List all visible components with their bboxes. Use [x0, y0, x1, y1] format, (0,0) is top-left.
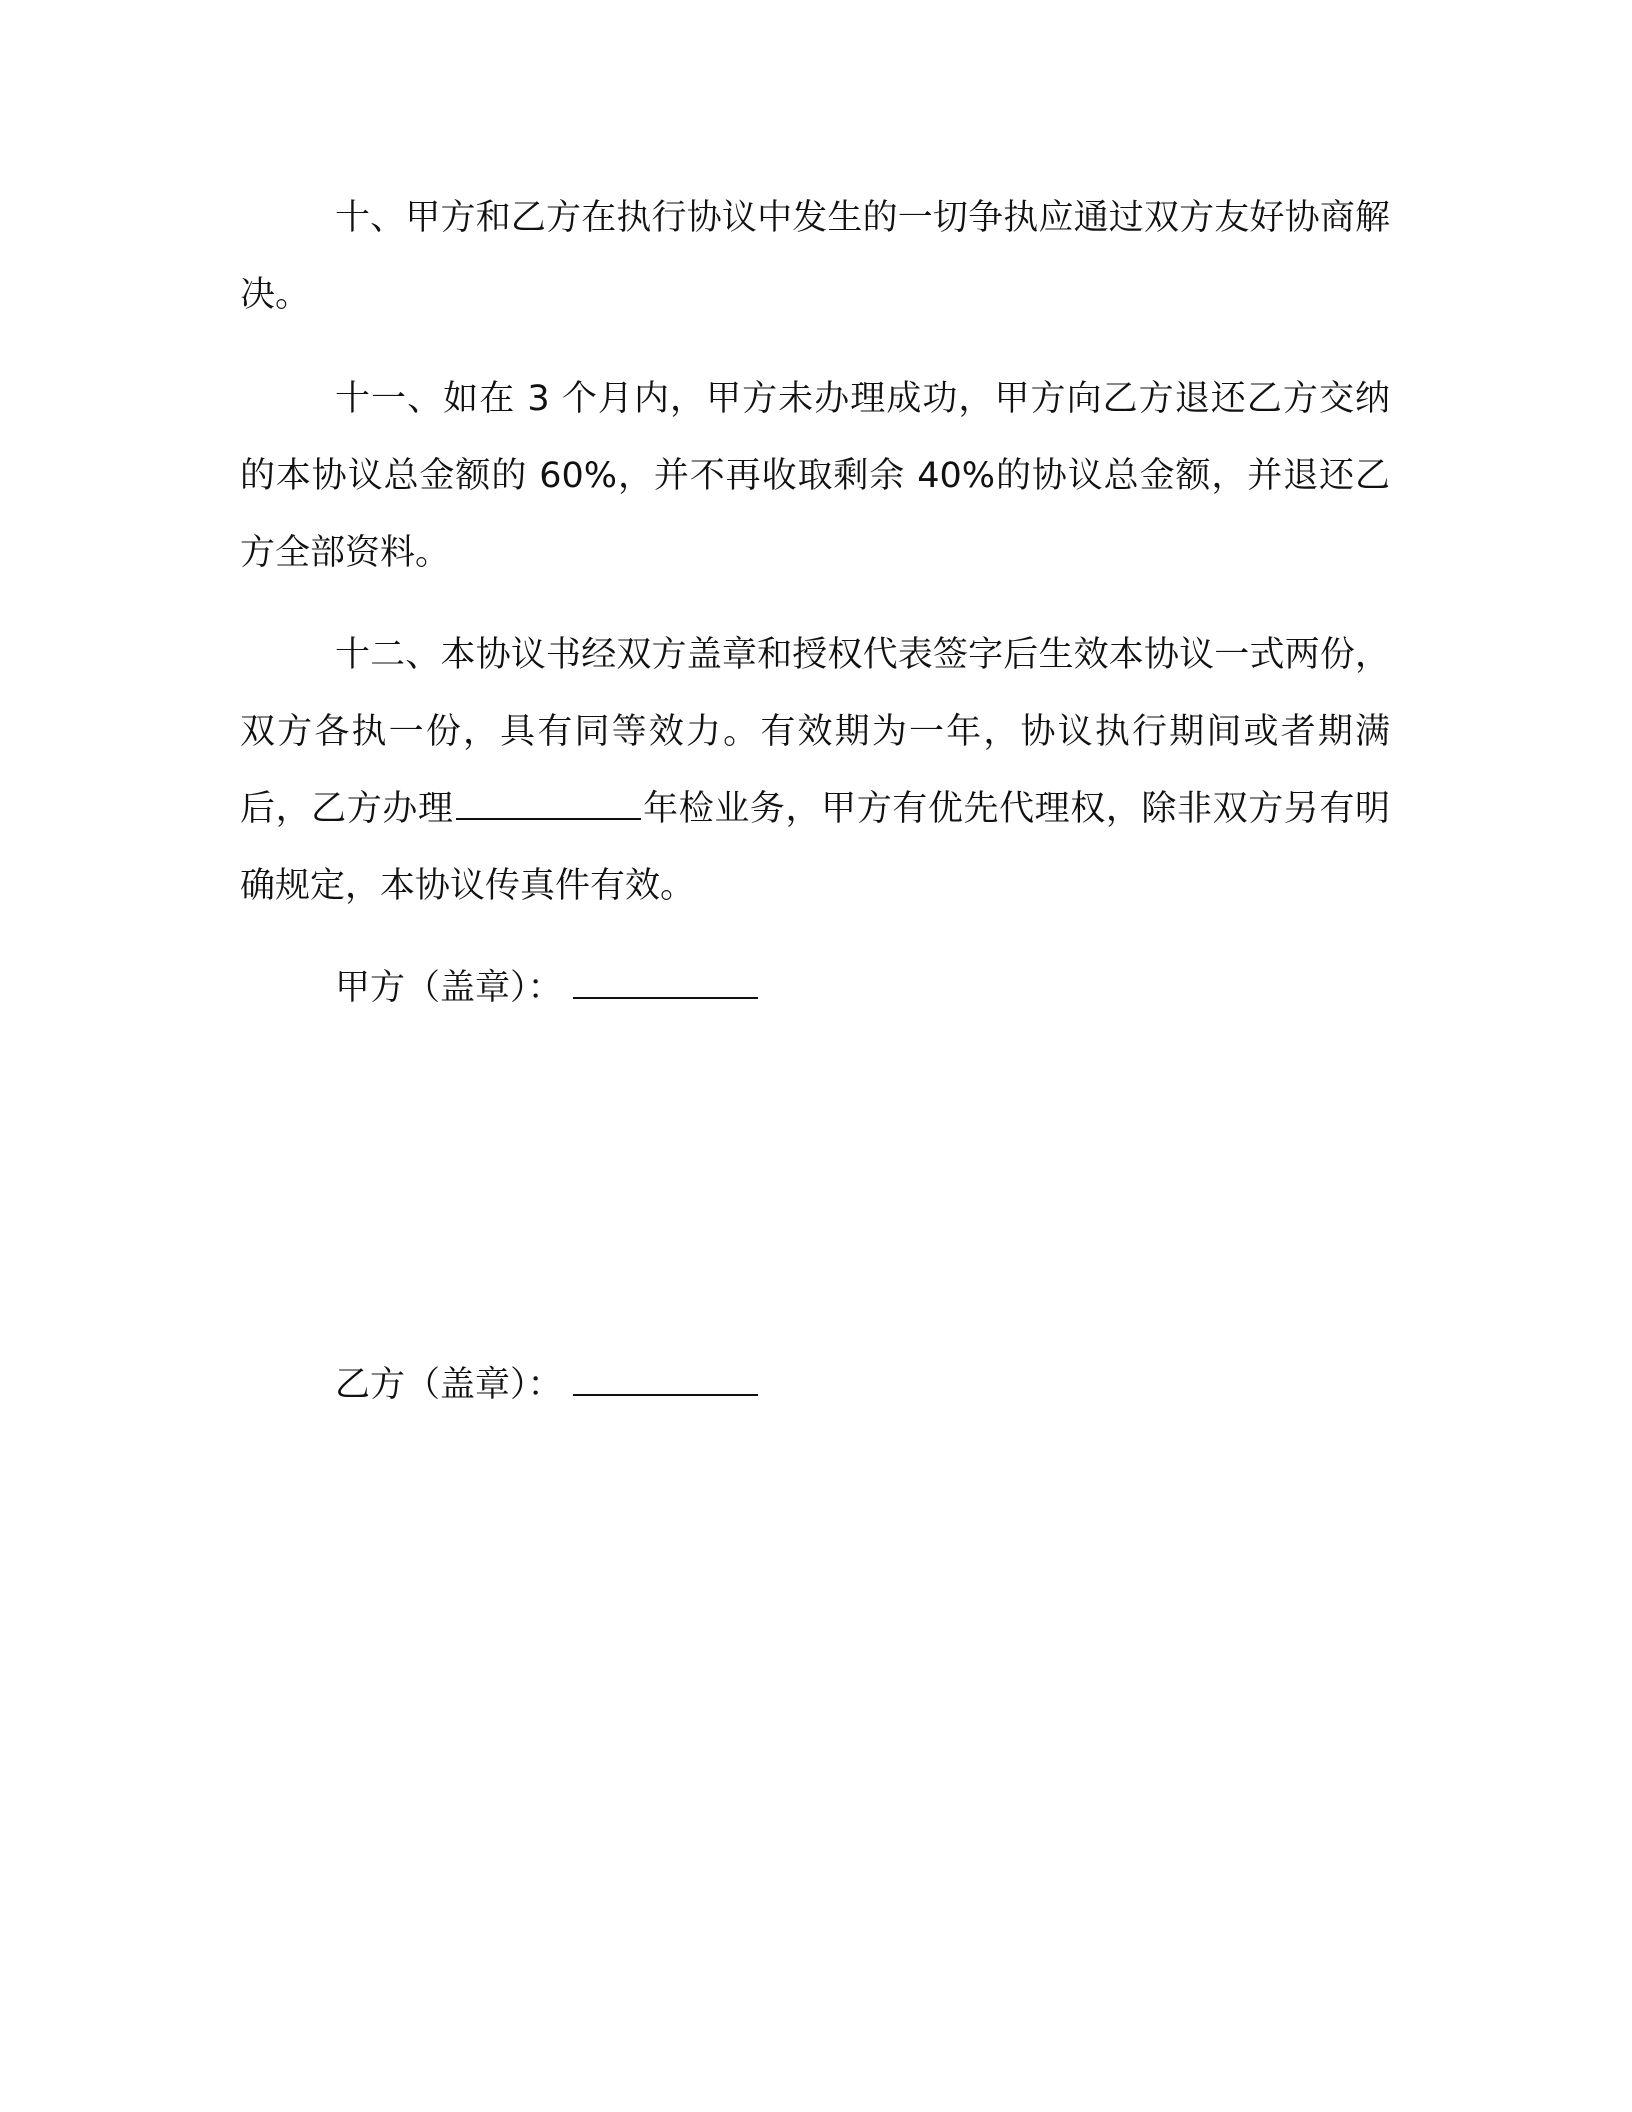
clause-12-text-part1: 十二、本协议书经双方盖章和授权代表签字后生效本协议一式两份，双方各执一份，具有同等效力。有效期为一年，协议执行期间或者期满后，乙方办理: [240, 635, 1390, 829]
clause-11-paragraph: 十一、如在 3 个月内，甲方未办理成功，甲方向乙方退还乙方交纳的本协议总金额的 60%，并不再收取剩余 40%的协议总金额，并退还乙方全部资料。: [240, 379, 1390, 573]
party-a-seal-line: [335, 963, 760, 1013]
party-b-seal-line: [335, 1360, 760, 1410]
party-b-seal-label: 乙方（盖章）：: [335, 1365, 563, 1405]
clause-12-text-part2: 年检业务，甲方有优先代理权，除非双方另有明确规定，本协议传真件有效。: [240, 789, 1390, 906]
clause-12-paragraph: [240, 617, 1390, 925]
business-type-blank: [456, 790, 641, 820]
party-a-seal-blank: [573, 969, 758, 999]
party-b-seal-blank: [573, 1366, 758, 1396]
party-a-seal-label: 甲方（盖章）：: [335, 968, 563, 1008]
clause-10-paragraph: 十、甲方和乙方在执行协议中发生的一切争执应通过双方友好协商解决。: [240, 198, 1390, 315]
